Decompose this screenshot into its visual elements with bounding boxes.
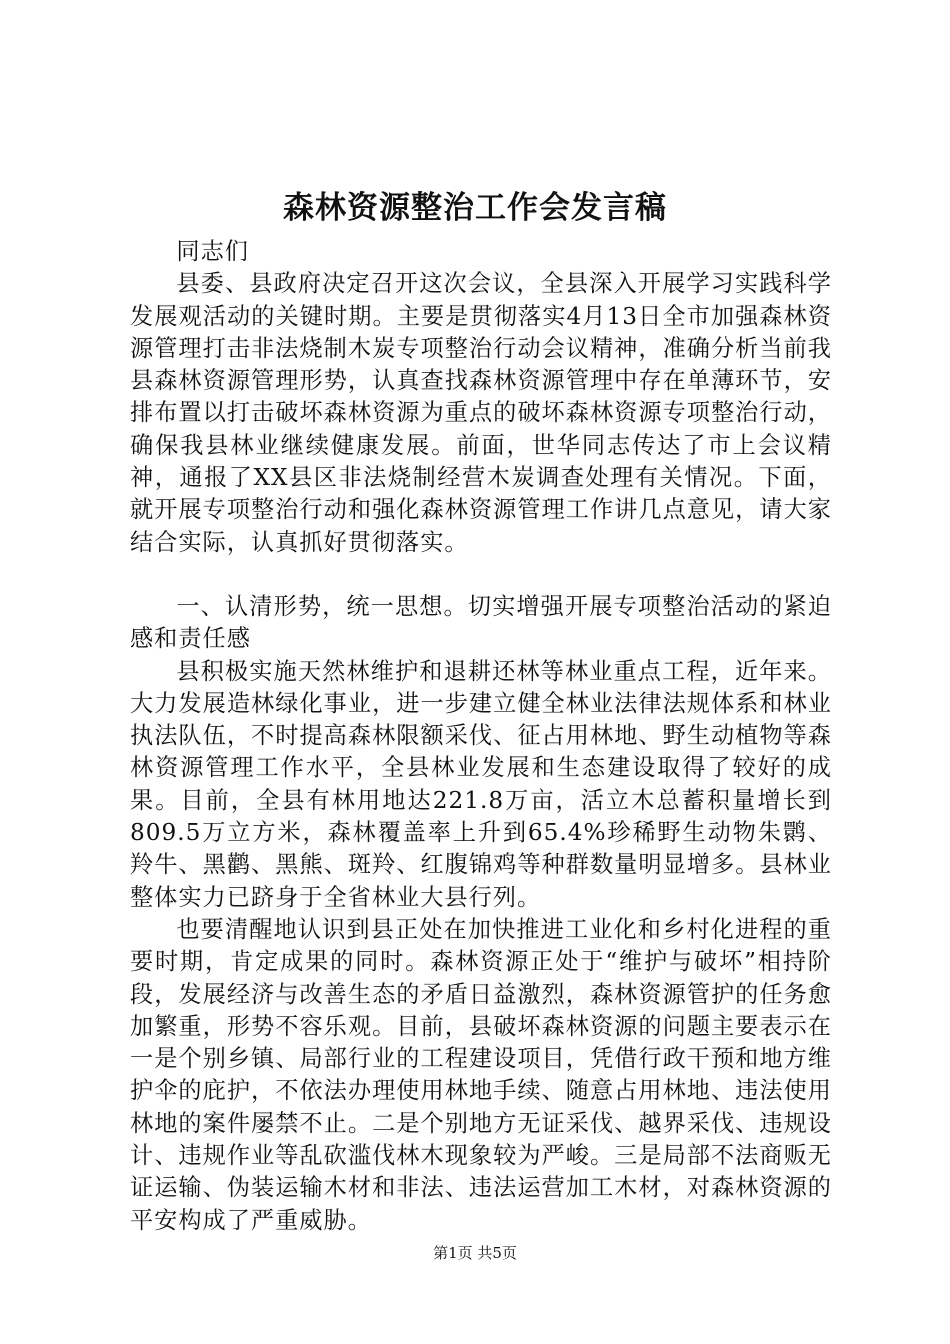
document-title: 森林资源整治工作会发言稿 (283, 190, 667, 226)
document-body (130, 236, 832, 1237)
section-heading-1: 一、认清形势，统一思想。切实增强开展专项整治活动的紧迫感和责任感 (130, 592, 832, 653)
salutation: 同志们 (176, 238, 249, 265)
paragraph-problems: 也要清醒地认识到县正处在加快推进工业化和乡村化进程的重要时期，肯定成果的同时。森林资源正处于“维护与破坏”相持阶段，发展经济与改善生态的矛盾日益激烈，森林资源管护的任务愈加繁重，形势不容乐观。目前，县破坏森林资源的问题主要表示在一是个别乡镇、局部行业的工程建设项目，凭借行政干预和地方维护伞的庇护，不依法办理使用林地手续、随意占用林地、违法使用林地的案件屡禁不止。二是个别地方无证采伐、越界采伐、违规设计、违规作业等乱砍滥伐林木现象较为严峻。三是局部不法商贩无证运输、伪装运输木材和非法、违法运营加工木材，对森林资源的平安构成了严重威胁。 (130, 915, 832, 1234)
page-footer: 第1页 共5页 (433, 1244, 517, 1262)
paragraph-intro: 县委、县政府决定召开这次会议，全县深入开展学习实践科学发展观活动的关键时期。主要是贯彻落实4月13日全市加强森林资源管理打击非法烧制木炭专项整治行动会议精神，准确分析当前我县森林资源管理形势，认真查找森林资源管理中存在单薄环节，安排布置以打击破坏森林资源为重点的破坏森林资源专项整治行动，确保我县林业继续健康发展。前面，世华同志传达了市上会议精神，通报了XX县区非法烧制经营木炭调查处理有关情况。下面，就开展专项整治行动和强化森林资源管理工作讲几点意见，请大家结合实际，认真抓好贯彻落实。 (130, 270, 832, 556)
paragraph-achievements: 县积极实施天然林维护和退耕还林等林业重点工程，近年来。大力发展造林绿化事业，进一步建立健全林业法律法规体系和林业执法队伍，不时提高森林限额采伐、征占用林地、野生动植物等森林资源管理工作水平，全县林业发展和生态建设取得了较好的成果。目前，全县有林用地达221.8万亩，活立木总蓄积量增长到809.5万立方米，森林覆盖率上升到65.4%珍稀野生动物朱鹮、羚牛、黑鹳、黑熊、斑羚、红腹锦鸡等种群数量明显增多。县林业整体实力已跻身于全省林业大县行列。 (130, 657, 832, 911)
